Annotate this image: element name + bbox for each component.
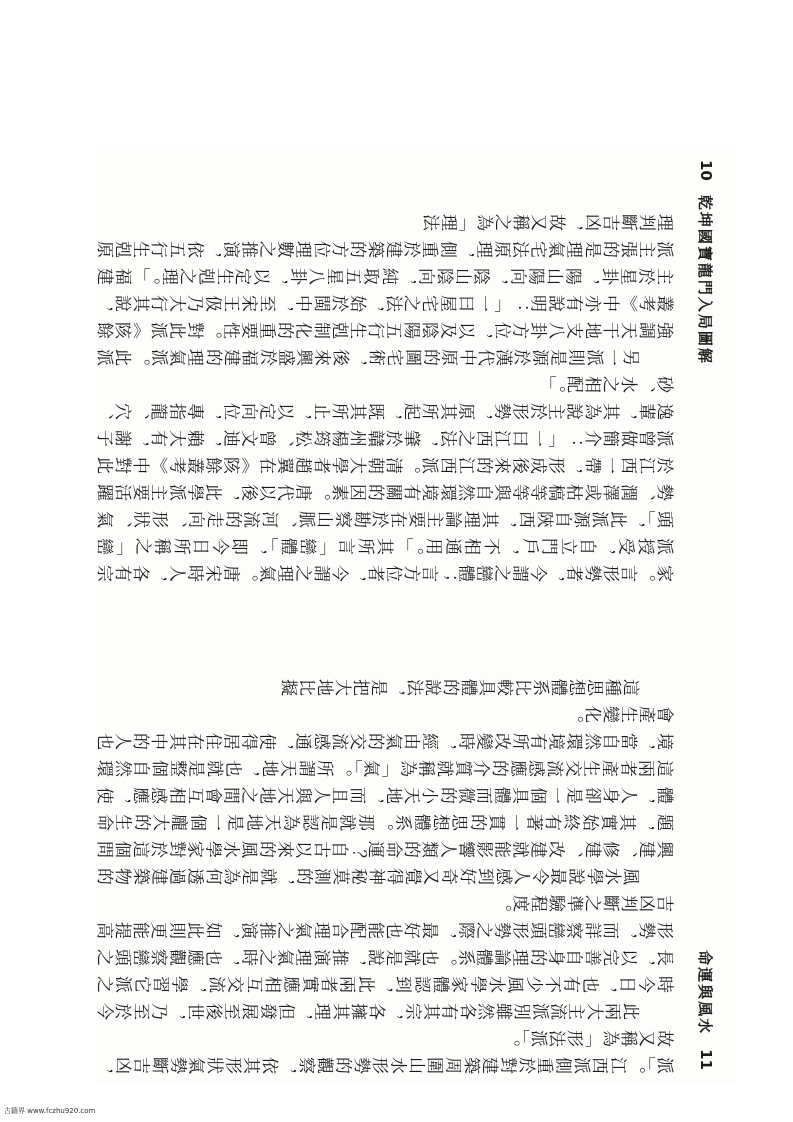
paragraph: 風水學說最令人感到好奇又覺得神秘莫測的，就是為何透過建築物的興建、修建、改建就能影響人類的命運？自古以來的風水學家對於這個問題，其實始終有著一貫的思想體系。那就是認為天地是一個龐大的生命體，人身卻是一個具體而微的小天地，而且人與天地之間會互相感應，使這兩者產生交流感應的介質就稱為「氣」。所謂天地，也就是整個自然環境，當自然環境有所改變時，經由氣的交流感通，使得居住在其中的人也會產生變化。 bbox=[96, 702, 674, 884]
left-page-number: 10 bbox=[697, 160, 715, 181]
right-running-title: 命運與風水 bbox=[696, 950, 715, 1036]
right-page-body bbox=[96, 620, 736, 1080]
left-running-title: 乾坤國寶龍門入局圖解 bbox=[696, 194, 715, 365]
paragraph: 另一派則是源於漢代中原的圖宅術，後來興盛於福建的理氣派。此派強調天干地支八卦方位，以及陰陽五行生剋制化的重要性。對此派《陔餘叢考》中亦有說明：「一曰屋宅之法，始於閩中，至宋王伋乃大行其說，主於星卦，陽山陽向，陰山陰向，純取五星八卦，以定生剋之理。」福建派主張的是理氣宅法原理，側重於建築的方位理數之推演，依五行生剋原理判斷吉凶，故又稱之為「理法 bbox=[96, 210, 674, 365]
paragraph: 家。言形勢者，今謂之巒體；言方位者，今謂之理氣。唐宋時人，各有宗派授受，自立門戶，不相通用。」其所言「巒體」，即今日所稱之「巒頭」，此派源自陝西，其理論主要在於勘察山脈、河流的走向、形狀、氣勢、潤澤或枯槁等等與自然環境有關的因素。唐代以後，此學派主要活躍於江西一帶，形成後來的江西派。清朝大學者趙翼在《陔餘叢考》中對此派曾做簡介：「一曰江西之法，肇於贛州楊筠松、曾文迪，賴大有，謝子逸輩，其為說主於形勢，原其所起，既其所止，以定向位，專指龍、穴、砂、水之相配。」 bbox=[96, 372, 674, 581]
right-page-number: 11 bbox=[697, 1049, 715, 1070]
paragraph: 這種思想體系比較具體的說法，是把大地比擬 bbox=[280, 675, 640, 695]
watermark-footer: 古籍界 www.fczhu920.com bbox=[4, 1107, 96, 1115]
paragraph: 派」。江西派側重於對建築周圍山水形勢的觀察，依其形狀氣勢斷吉凶，故又稱為「形法派」。 bbox=[96, 1026, 674, 1073]
left-page-body bbox=[96, 150, 736, 590]
paragraph: 此兩大主流派別雖然各有其宗，各擁其理，但發展至後世，乃至於今時今日，也有不少風水學家體認到，此兩者實應相互交流，學習它派之長，以完善自身的理論體系。也就是說，推演理氣之時，也應觀察巒頭之形勢，而詳察巒頭形勢之際，最好也能配合理氣之推演，如此則更能提高吉凶判斷之準驗程度。 bbox=[96, 891, 674, 1019]
rotated-spread bbox=[96, 150, 736, 1085]
book-spread bbox=[96, 150, 736, 1085]
